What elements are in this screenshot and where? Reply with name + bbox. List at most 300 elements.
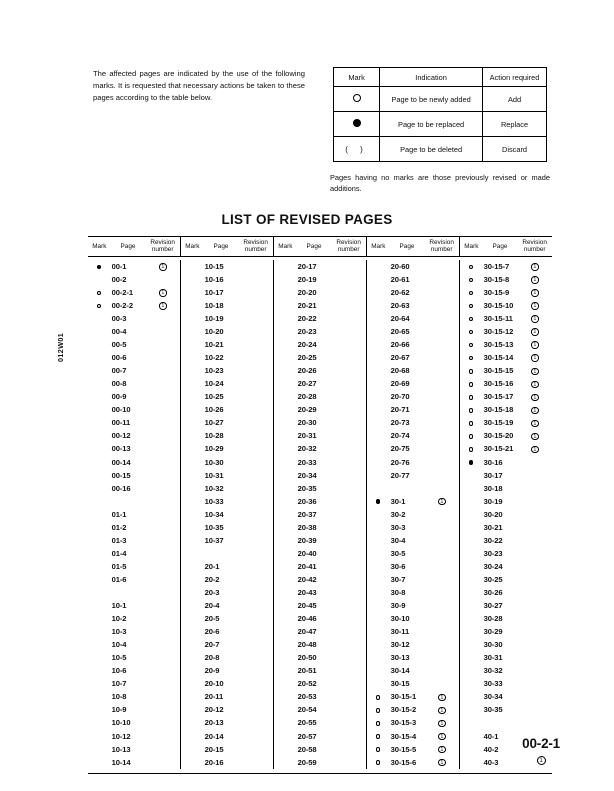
row-page-number: 20-7 xyxy=(204,640,220,650)
table-row xyxy=(460,299,552,312)
revision-circle-icon: 1 xyxy=(531,289,538,296)
table-row xyxy=(460,260,552,273)
table-row xyxy=(460,690,552,703)
row-page-number: 10-22 xyxy=(204,353,224,363)
row-page-number: 20-57 xyxy=(297,731,317,741)
row-page-number: 10-30 xyxy=(204,457,224,467)
filled-circle-icon xyxy=(376,499,381,504)
row-page-number: 30-35 xyxy=(483,705,503,715)
table-row xyxy=(88,429,180,442)
table-row xyxy=(367,429,459,442)
row-page-number: 20-73 xyxy=(390,418,410,428)
row-page-number: 30-4 xyxy=(390,535,406,545)
row-page-number: 30-15-19 xyxy=(483,418,514,428)
table-row xyxy=(88,482,180,495)
row-page-number: 01-3 xyxy=(111,535,127,545)
row-page-number: 20-26 xyxy=(297,366,317,376)
row-page-number: 30-3 xyxy=(390,522,406,532)
table-row xyxy=(460,482,552,495)
table-row xyxy=(274,756,366,769)
row-page-number: 10-4 xyxy=(111,640,127,650)
table-row xyxy=(367,651,459,664)
row-page-number: 30-26 xyxy=(483,588,503,597)
legend-header-row xyxy=(334,68,547,87)
table-row xyxy=(88,403,180,416)
table-row xyxy=(88,456,180,469)
table-row xyxy=(367,664,459,677)
legend-header-action: Action required xyxy=(483,68,547,87)
row-revision-number xyxy=(518,418,552,427)
row-page-number: 01-1 xyxy=(111,509,127,519)
row-page-number: 20-1 xyxy=(204,561,220,571)
table-row xyxy=(181,730,273,743)
row-page-number: 10-10 xyxy=(111,718,131,728)
table-row xyxy=(88,508,180,521)
table-row xyxy=(181,364,273,377)
table-row xyxy=(88,638,180,651)
table-row xyxy=(181,351,273,364)
row-revision-number xyxy=(518,327,552,336)
table-row xyxy=(181,690,273,703)
row-page-number: 20-38 xyxy=(297,522,317,532)
row-page-number: 10-7 xyxy=(111,679,127,689)
row-revision-number xyxy=(146,288,180,297)
row-revision-number xyxy=(425,758,459,767)
mark-legend-table xyxy=(333,67,547,162)
row-page-number: 20-8 xyxy=(204,653,220,663)
row-revision-number xyxy=(425,497,459,506)
open-circle-icon xyxy=(469,291,474,296)
table-row xyxy=(367,547,459,560)
table-row xyxy=(460,586,552,599)
footer-block xyxy=(522,736,560,770)
table-row xyxy=(367,273,459,286)
parenthesis-icon: ( ) xyxy=(345,144,368,154)
table-row xyxy=(460,351,552,364)
table-row xyxy=(367,351,459,364)
row-page-number: 20-11 xyxy=(204,692,224,702)
row-revision-number xyxy=(146,262,180,271)
table-row xyxy=(88,416,180,429)
row-page-number: 30-15-1 xyxy=(390,692,417,702)
table-row xyxy=(181,260,273,273)
table-row xyxy=(88,351,180,364)
row-page-number: 30-1 xyxy=(390,496,406,506)
table-row xyxy=(88,612,180,625)
column-header-mark: Mark xyxy=(278,242,293,250)
row-page-number: 20-59 xyxy=(297,757,317,767)
row-mark-filled xyxy=(88,262,110,271)
revision-circle-icon: 1 xyxy=(531,407,538,414)
row-page-number: 10-6 xyxy=(111,666,127,676)
row-page-number: 00-4 xyxy=(111,327,127,337)
row-page-number: 00-5 xyxy=(111,340,127,350)
row-page-number: 20-55 xyxy=(297,718,317,728)
revision-circle-icon: 1 xyxy=(531,302,538,309)
table-row xyxy=(274,586,366,599)
table-row xyxy=(88,325,180,338)
table-row xyxy=(460,625,552,638)
row-page-number: 00-3 xyxy=(111,314,127,324)
row-mark-open xyxy=(460,301,482,310)
row-page-number: 10-20 xyxy=(204,327,224,337)
row-page-number: 10-33 xyxy=(204,496,224,506)
row-page-number: 20-17 xyxy=(297,261,317,271)
row-page-number: 30-15-12 xyxy=(483,327,514,337)
open-circle-icon xyxy=(469,343,474,348)
table-row xyxy=(88,703,180,716)
row-mark-open xyxy=(460,418,482,427)
table-row xyxy=(274,364,366,377)
row-page-number: 00-16 xyxy=(111,483,131,493)
row-page-number: 30-15-15 xyxy=(483,366,514,376)
row-page-number: 00-14 xyxy=(111,457,131,467)
table-row xyxy=(181,495,273,508)
row-mark-open xyxy=(460,431,482,440)
column-group-header-3 xyxy=(273,237,366,256)
table-row xyxy=(367,299,459,312)
legend-row-add xyxy=(334,87,547,112)
table-row xyxy=(274,703,366,716)
table-row xyxy=(88,651,180,664)
row-page-number: 30-15-20 xyxy=(483,431,514,441)
row-page-number: 30-22 xyxy=(483,535,503,545)
open-circle-icon xyxy=(469,369,474,374)
row-page-number: 30-15-11 xyxy=(483,314,513,324)
table-row xyxy=(181,521,273,534)
filled-circle-icon xyxy=(469,460,474,465)
row-page-number: 30-15-7 xyxy=(483,261,510,271)
table-row xyxy=(367,599,459,612)
table-row xyxy=(460,703,552,716)
table-row xyxy=(367,469,459,482)
row-page-number: 20-15 xyxy=(204,744,224,754)
column-header-page: Page xyxy=(120,242,136,250)
row-page-number: 10-24 xyxy=(204,379,224,389)
row-page-number: 20-3 xyxy=(204,588,220,597)
table-row xyxy=(181,377,273,390)
table-row xyxy=(367,625,459,638)
row-page-number: 30-15-14 xyxy=(483,353,514,363)
row-page-number: 20-51 xyxy=(297,666,317,676)
row-page-number: 30-17 xyxy=(483,470,503,480)
table-row xyxy=(460,651,552,664)
row-page-number: 20-70 xyxy=(390,392,410,402)
table-row xyxy=(367,703,459,716)
table-row xyxy=(367,403,459,416)
row-page-number: 30-21 xyxy=(483,522,503,532)
row-page-number: 10-32 xyxy=(204,483,224,493)
table-row xyxy=(274,495,366,508)
row-page-number: 20-27 xyxy=(297,379,317,389)
row-mark-open xyxy=(460,262,482,271)
row-page-number: 30-23 xyxy=(483,548,503,558)
row-page-number: 30-19 xyxy=(483,496,503,506)
table-row xyxy=(181,664,273,677)
open-circle-icon xyxy=(376,734,381,739)
table-row xyxy=(367,416,459,429)
row-page-number: 30-15-8 xyxy=(483,274,510,284)
table-row xyxy=(460,560,552,573)
row-page-number: 30-10 xyxy=(390,614,410,624)
row-page-number: 20-4 xyxy=(204,601,220,611)
table-row xyxy=(367,364,459,377)
row-page-number: 30-24 xyxy=(483,561,503,571)
row-revision-number xyxy=(518,444,552,453)
row-revision-number xyxy=(518,379,552,388)
table-row xyxy=(460,325,552,338)
column-group-header-5 xyxy=(459,237,552,256)
table-row xyxy=(88,730,180,743)
row-page-number: 20-14 xyxy=(204,731,224,741)
row-page-number: 10-19 xyxy=(204,314,224,324)
legend-action-replace: Replace xyxy=(483,112,547,137)
row-revision-number xyxy=(425,705,459,714)
legend-indication-add: Page to be newly added xyxy=(380,87,483,112)
table-row xyxy=(274,377,366,390)
legend-action-add: Add xyxy=(483,87,547,112)
legend-row-discard xyxy=(334,137,547,162)
table-row xyxy=(88,338,180,351)
table-row xyxy=(274,677,366,690)
row-mark-open xyxy=(460,288,482,297)
table-row xyxy=(181,482,273,495)
row-page-number: 30-15-9 xyxy=(483,287,510,297)
row-revision-number xyxy=(425,718,459,727)
row-page-number: 30-15-10 xyxy=(483,300,514,310)
row-revision-number xyxy=(518,431,552,440)
revision-circle-icon: 1 xyxy=(159,263,166,270)
row-page-number: 10-35 xyxy=(204,522,224,532)
row-page-number: 20-10 xyxy=(204,679,224,689)
row-page-number: 40-3 xyxy=(483,757,499,767)
table-row xyxy=(88,690,180,703)
row-page-number: 20-12 xyxy=(204,705,224,715)
row-mark-open xyxy=(460,327,482,336)
table-row xyxy=(274,469,366,482)
table-row xyxy=(88,273,180,286)
row-mark-open xyxy=(460,392,482,401)
table-row xyxy=(367,560,459,573)
row-page-number: 10-37 xyxy=(204,535,224,545)
column-header-revision: Revision number xyxy=(522,239,547,254)
revision-circle-icon: 1 xyxy=(438,498,445,505)
table-row xyxy=(181,573,273,586)
row-page-number: 20-68 xyxy=(390,366,410,376)
open-circle-icon xyxy=(353,94,361,102)
row-revision-number xyxy=(518,314,552,323)
row-revision-number xyxy=(518,405,552,414)
row-page-number: 20-53 xyxy=(297,692,317,702)
row-page-number: 10-2 xyxy=(111,614,127,624)
table-row xyxy=(460,547,552,560)
row-page-number: 30-12 xyxy=(390,640,410,650)
table-row xyxy=(274,390,366,403)
open-circle-icon xyxy=(376,708,381,713)
table-row-spacer xyxy=(367,482,459,495)
legend-row-replace xyxy=(334,112,547,137)
table-row xyxy=(181,677,273,690)
table-row-spacer xyxy=(181,547,273,560)
row-page-number: 20-76 xyxy=(390,457,410,467)
row-page-number: 20-43 xyxy=(297,588,317,597)
revision-circle-icon: 1 xyxy=(531,328,538,335)
page-title: LIST OF REVISED PAGES xyxy=(221,212,393,227)
table-row xyxy=(181,325,273,338)
row-page-number: 01-5 xyxy=(111,561,127,571)
revision-circle-icon: 1 xyxy=(159,289,166,296)
table-body xyxy=(88,257,552,773)
table-row xyxy=(88,534,180,547)
row-mark-open xyxy=(367,705,389,714)
table-row xyxy=(88,756,180,769)
row-page-number: 20-25 xyxy=(297,353,317,363)
table-row xyxy=(460,469,552,482)
revision-circle-icon: 1 xyxy=(531,381,538,388)
table-row xyxy=(460,403,552,416)
row-page-number: 30-30 xyxy=(483,640,503,650)
row-revision-number xyxy=(425,692,459,701)
revision-circle-icon: 1 xyxy=(531,368,538,375)
open-circle-icon xyxy=(469,330,474,335)
row-mark-open xyxy=(367,718,389,727)
row-page-number: 30-15-4 xyxy=(390,731,417,741)
table-row xyxy=(274,547,366,560)
row-page-number: 20-13 xyxy=(204,718,224,728)
table-row xyxy=(460,377,552,390)
table-row xyxy=(88,469,180,482)
row-page-number: 20-52 xyxy=(297,679,317,689)
row-mark-open xyxy=(460,275,482,284)
table-row xyxy=(460,338,552,351)
open-circle-icon xyxy=(469,278,474,283)
legend-mark-cell xyxy=(334,87,380,112)
row-page-number: 20-22 xyxy=(297,314,317,324)
legend-mark-cell xyxy=(334,137,380,162)
table-row xyxy=(460,521,552,534)
open-circle-icon xyxy=(469,304,474,309)
row-revision-number xyxy=(146,301,180,310)
row-page-number: 10-13 xyxy=(111,744,131,754)
table-row xyxy=(181,286,273,299)
table-row xyxy=(88,299,180,312)
table-row xyxy=(367,638,459,651)
row-page-number: 20-71 xyxy=(390,405,410,415)
table-row xyxy=(274,442,366,455)
table-row xyxy=(274,612,366,625)
table-row xyxy=(367,756,459,769)
open-circle-icon xyxy=(469,408,474,413)
row-mark-open xyxy=(88,288,110,297)
revision-circle-icon: 1 xyxy=(531,315,538,322)
row-page-number: 20-75 xyxy=(390,444,410,454)
row-page-number: 30-29 xyxy=(483,627,503,637)
table-row xyxy=(181,390,273,403)
row-page-number: 20-50 xyxy=(297,653,317,663)
table-row xyxy=(274,286,366,299)
row-mark-open xyxy=(367,758,389,767)
row-page-number: 10-17 xyxy=(204,287,224,297)
row-page-number: 10-18 xyxy=(204,300,224,310)
revision-circle-icon: 1 xyxy=(537,756,546,765)
table-row xyxy=(460,612,552,625)
table-row xyxy=(181,716,273,729)
table-row xyxy=(88,560,180,573)
revision-circle-icon: 1 xyxy=(531,341,538,348)
table-row xyxy=(274,534,366,547)
row-revision-number xyxy=(518,366,552,375)
row-page-number: 10-15 xyxy=(204,261,224,271)
table-row xyxy=(367,260,459,273)
table-row xyxy=(460,390,552,403)
revision-circle-icon: 1 xyxy=(438,694,445,701)
table-row xyxy=(88,390,180,403)
row-page-number: 30-16 xyxy=(483,457,503,467)
table-row xyxy=(460,638,552,651)
column-header-revision: Revision number xyxy=(429,239,454,254)
legend-note: Pages having no marks are those previously revised or made additions. xyxy=(330,173,550,193)
table-row xyxy=(88,377,180,390)
column-group-header-2 xyxy=(180,237,273,256)
revision-circle-icon: 1 xyxy=(438,746,445,753)
row-page-number: 20-48 xyxy=(297,640,317,650)
row-page-number: 10-1 xyxy=(111,601,127,611)
table-row xyxy=(367,730,459,743)
row-page-number: 30-6 xyxy=(390,561,406,571)
row-mark-open xyxy=(460,405,482,414)
row-page-number: 00-1 xyxy=(111,261,127,271)
table-row xyxy=(274,351,366,364)
row-page-number: 00-6 xyxy=(111,353,127,363)
row-page-number: 20-28 xyxy=(297,392,317,402)
intro-paragraph: The affected pages are indicated by the use of the following marks. It is requested that necessary actions be taken to these pages according to the table below. xyxy=(93,69,305,103)
row-page-number: 20-74 xyxy=(390,431,410,441)
row-page-number: 01-6 xyxy=(111,574,127,584)
table-row xyxy=(274,299,366,312)
row-page-number: 20-36 xyxy=(297,496,317,506)
row-revision-number xyxy=(518,340,552,349)
row-page-number: 30-14 xyxy=(390,666,410,676)
table-row xyxy=(274,521,366,534)
table-row xyxy=(181,312,273,325)
row-page-number: 20-62 xyxy=(390,287,410,297)
column-group-3 xyxy=(273,260,366,769)
row-mark-open xyxy=(460,444,482,453)
open-circle-icon xyxy=(469,356,474,361)
table-row xyxy=(88,664,180,677)
table-row xyxy=(274,664,366,677)
row-page-number: 00-7 xyxy=(111,366,127,376)
row-revision-number xyxy=(518,288,552,297)
row-page-number: 10-27 xyxy=(204,418,224,428)
row-page-number: 20-6 xyxy=(204,627,220,637)
table-row xyxy=(88,442,180,455)
row-page-number: 10-21 xyxy=(204,340,224,350)
legend-indication-replace: Page to be replaced xyxy=(380,112,483,137)
table-row xyxy=(274,403,366,416)
row-page-number: 00-12 xyxy=(111,431,131,441)
table-row xyxy=(274,416,366,429)
open-circle-icon xyxy=(376,747,381,752)
table-row xyxy=(88,260,180,273)
table-row xyxy=(181,756,273,769)
row-page-number: 20-19 xyxy=(297,274,317,284)
filled-circle-icon xyxy=(353,119,361,127)
table-row xyxy=(274,560,366,573)
row-page-number: 10-23 xyxy=(204,366,224,376)
row-page-number: 00-15 xyxy=(111,470,131,480)
table-row xyxy=(367,743,459,756)
